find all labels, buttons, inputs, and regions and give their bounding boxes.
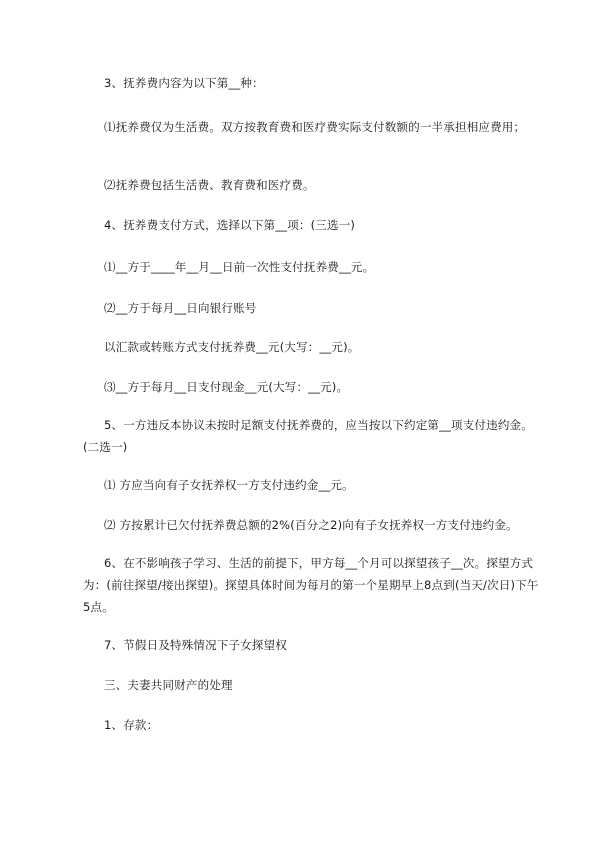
clause-5-option-2: ⑵ 方按累计已欠付抚养费总额的2%(百分之2)向有子女抚养权一方支付违约金。	[104, 518, 518, 532]
clause-5-option-1: ⑴ 方应当向有子女抚养权一方支付违约金__元。	[104, 478, 354, 492]
clause-4-heading: 4、抚养费支付方式，选择以下第__项：(三选一)	[104, 218, 356, 232]
clause-7: 7、节假日及特殊情况下子女探望权	[104, 638, 288, 652]
clause-4-option-1: ⑴__方于____年__月__日前一次性支付抚养费__元。	[104, 260, 375, 274]
clause-4-option-3: ⑶__方于每月__日支付现金__元(大写：__元)。	[104, 380, 349, 394]
clause-3-heading: 3、抚养费内容为以下第__种：	[104, 76, 264, 90]
clause-4-option-2: ⑵__方于每月__日向银行账号	[104, 301, 257, 315]
clause-3-option-2: ⑵抚养费包括生活费、教育费和医疗费。	[104, 178, 315, 192]
section-3-heading: 三、夫妻共同财产的处理	[104, 678, 233, 692]
clause-6: 6、在不影响孩子学习、生活的前提下，甲方每__个月可以探望孩子__次。探望方式为：(前往探望/接出探望)。探望具体时间为每月的第一个星期早上8点到(当天/次日)下午5点。	[83, 556, 539, 614]
clause-5-heading: 5、一方违反本协议未按时足额支付抚养费的，应当按以下约定第__项支付违约金。(二选一)	[83, 418, 533, 454]
clause-3-option-1: ⑴抚养费仅为生活费。双方按教育费和医疗费实际支付数额的一半承担相应费用；	[104, 120, 526, 134]
clause-4-option-2-continued: 以汇款或转账方式支付抚养费__元(大写：__元)。	[104, 340, 360, 354]
clause-1-savings: 1、存款：	[104, 718, 159, 732]
